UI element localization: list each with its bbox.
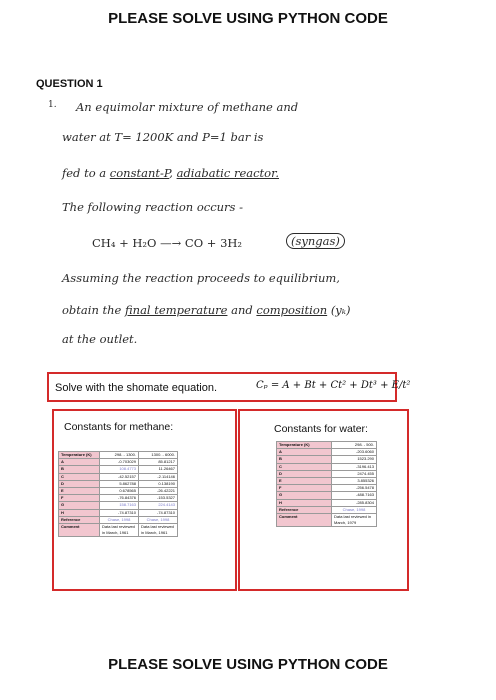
- table-cell: 11.26467: [139, 466, 178, 473]
- shomate-box: [47, 372, 411, 402]
- table-row: [59, 480, 178, 487]
- bottom-banner: PLEASE SOLVE USING PYTHON CODE: [108, 656, 388, 673]
- row-label: E: [59, 487, 100, 494]
- table-cell: 0.138190: [139, 480, 178, 487]
- problem-line-7: [62, 303, 350, 317]
- shomate-label: Solve with the shomate equation.: [55, 382, 218, 394]
- table-row: [277, 477, 377, 484]
- row-label: F: [59, 495, 100, 502]
- table-cell: 158.7163: [100, 502, 139, 509]
- row-label: B: [277, 456, 332, 463]
- water-title: Constants for water:: [274, 423, 368, 435]
- table-cell: 3.855326: [332, 477, 377, 484]
- water-table: [276, 441, 377, 527]
- problem-line-2: water at T= 1200K and P=1 bar is: [62, 130, 264, 144]
- comment-cell: Data last reviewed in March, 1961: [100, 523, 139, 536]
- adiabatic-reactor-underlined: adiabatic reactor.: [176, 166, 279, 180]
- table-cell: -488.7163: [332, 492, 377, 499]
- table-cell: -285.8304: [332, 499, 377, 506]
- table-cell: 108.4773: [100, 466, 139, 473]
- table-cell: 1523.290: [332, 456, 377, 463]
- methane-range: 1300. - 6000.: [139, 452, 178, 459]
- table-row: [277, 499, 377, 506]
- methane-constants-panel: [52, 409, 237, 591]
- table-row: [277, 513, 377, 526]
- row-label: D: [277, 470, 332, 477]
- row-label: H: [277, 499, 332, 506]
- methane-table: [58, 451, 178, 537]
- table-row: [277, 456, 377, 463]
- syngas-note: (syngas): [286, 233, 345, 249]
- reference-link[interactable]: Chase, 1998: [332, 506, 377, 513]
- table-cell: -3196.413: [332, 463, 377, 470]
- table-cell: -74.87310: [100, 509, 139, 516]
- table-row: [59, 487, 178, 494]
- composition-underlined: composition: [256, 303, 328, 317]
- row-label: C: [59, 473, 100, 480]
- question-label: QUESTION 1: [36, 78, 103, 90]
- problem-line-6: Assuming the reaction proceeds to equilibrium,: [62, 271, 340, 285]
- table-row: [277, 506, 377, 513]
- problem-line-3-c: ,: [169, 166, 173, 180]
- row-label: G: [277, 492, 332, 499]
- row-label: E: [277, 477, 332, 484]
- reference-link[interactable]: Chase, 1998: [100, 516, 139, 523]
- table-cell: -42.52157: [100, 473, 139, 480]
- row-label: H: [59, 509, 100, 516]
- problem-line-8: at the outlet.: [62, 332, 138, 346]
- table-row: [59, 466, 178, 473]
- row-label: C: [277, 463, 332, 470]
- comment-label: Comment: [277, 513, 332, 526]
- table-row: [59, 459, 178, 466]
- row-label: D: [59, 480, 100, 487]
- final-temperature-underlined: final temperature: [125, 303, 228, 317]
- table-row: [59, 509, 178, 516]
- shomate-equation: Cₚ = A + Bt + Ct² + Dt³ + E/t²: [256, 380, 411, 391]
- table-cell: 2474.455: [332, 470, 377, 477]
- table-cell: 224.4143: [139, 502, 178, 509]
- table-cell: -74.87310: [139, 509, 178, 516]
- problem-line-7-c: and: [231, 303, 253, 317]
- problem-line-7-a: obtain the: [62, 303, 122, 317]
- table-cell: -203.6060: [332, 449, 377, 456]
- table-row: [59, 473, 178, 480]
- table-cell: -26.42221: [139, 487, 178, 494]
- table-cell: 0.678565: [100, 487, 139, 494]
- reference-label: Reference: [59, 516, 100, 523]
- reference-label: Reference: [277, 506, 332, 513]
- comment-cell: Data last reviewed in March, 1961: [139, 523, 178, 536]
- top-banner: PLEASE SOLVE USING PYTHON CODE: [108, 10, 388, 27]
- water-range: 298. - 500.: [332, 442, 377, 449]
- table-row: [277, 449, 377, 456]
- row-label: A: [277, 449, 332, 456]
- constant-p-underlined: constant-P: [109, 166, 170, 180]
- table-cell: -0.703029: [100, 459, 139, 466]
- table-cell: -153.5327: [139, 495, 178, 502]
- table-row: [59, 495, 178, 502]
- row-label: G: [59, 502, 100, 509]
- water-header-label: Temperature (K): [277, 442, 332, 449]
- row-label: F: [277, 485, 332, 492]
- problem-line-1: An equimolar mixture of methane and: [76, 100, 299, 114]
- methane-header-label: Temperature (K): [59, 452, 100, 459]
- problem-line-3: [62, 166, 279, 180]
- row-label: B: [59, 466, 100, 473]
- table-cell: -256.5478: [332, 485, 377, 492]
- problem-line-7-e: (yₖ): [330, 303, 351, 317]
- water-constants-panel: [238, 409, 409, 591]
- row-label: A: [59, 459, 100, 466]
- reaction-equation: CH₄ + H₂O —→ CO + 3H₂: [92, 236, 243, 250]
- table-row: [277, 492, 377, 499]
- table-cell: -2.114146: [139, 473, 178, 480]
- reference-link[interactable]: Chase, 1998: [139, 516, 178, 523]
- table-row: [59, 516, 178, 523]
- table-row: [59, 523, 178, 536]
- methane-range: 298. - 1300.: [100, 452, 139, 459]
- problem-line-4: The following reaction occurs -: [62, 200, 243, 214]
- table-row: [59, 502, 178, 509]
- table-cell: 85.81217: [139, 459, 178, 466]
- table-cell: -76.84376: [100, 495, 139, 502]
- table-row: [277, 470, 377, 477]
- problem-marker: 1.: [48, 100, 57, 110]
- methane-title: Constants for methane:: [64, 421, 174, 433]
- comment-cell: Data last reviewed in March, 1979: [332, 513, 377, 526]
- comment-label: Comment: [59, 523, 100, 536]
- table-row: [277, 463, 377, 470]
- table-cell: 5.862788: [100, 480, 139, 487]
- table-row: [277, 485, 377, 492]
- problem-line-3-a: fed to a: [62, 166, 107, 180]
